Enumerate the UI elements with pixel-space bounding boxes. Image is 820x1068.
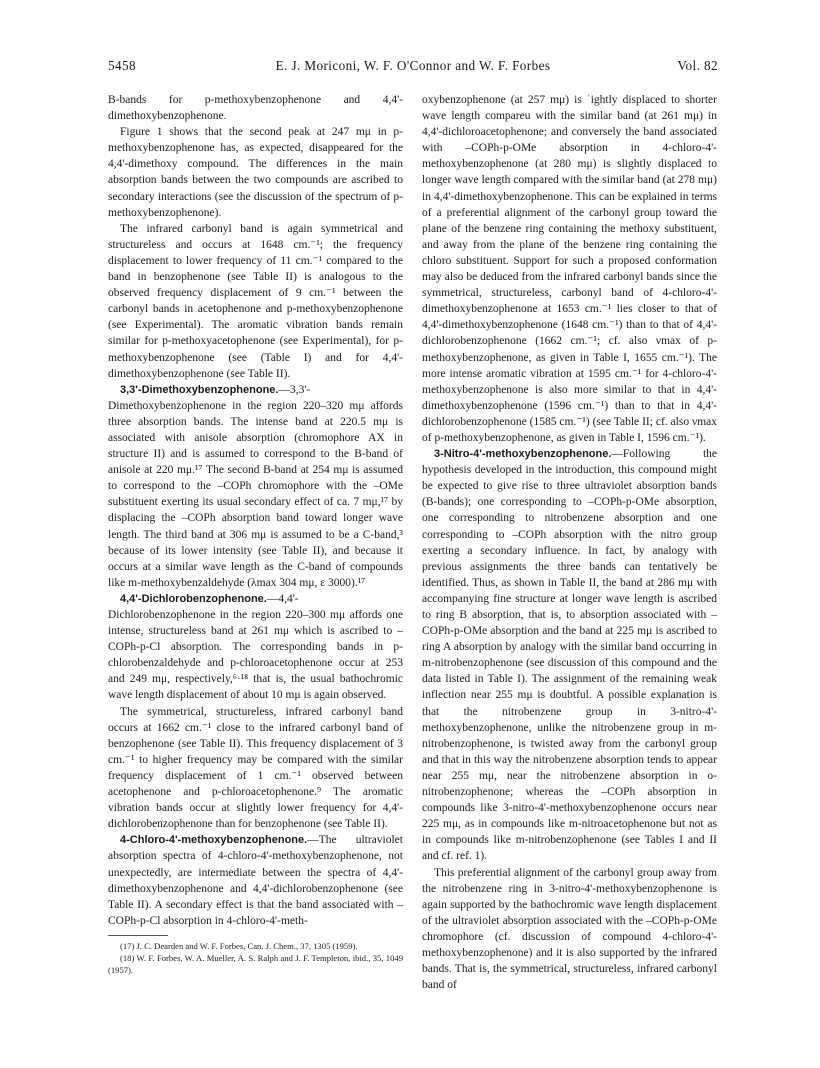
section-paragraph [108,591,403,704]
right-column [422,92,717,993]
running-header [108,58,718,74]
paragraph: This preferential alignment of the carbonyl group away from the nitrobenzene ring in 3-nitro-4'-methoxybenzophenone is again supported by the bathochromic wave length displacement of the ultraviolet absorption associated with the –COPh-p-OMe chromophore (cf. discussion of compound 4-chloro-4'-methoxybenzophenone) and it is also supported by the infrared bands. That is, the symmetrical, structureless, infrared carbonyl band of [422,866,717,992]
section-text: —3,3'-Dimethoxybenzophenone in the region 220–320 mμ affords three absorption bands. The intense band at 220.5 mμ is associated with anisole absorption (chromophore AX in structure II) and is assumed to correspond to the B-band of anisole at 220 mμ.¹⁷ The second B-band at 254 mμ is assumed to correspond to the –COPh chromophore with the –OMe substituent exerting its usual secondary effect of ca. 7 mμ,¹⁷ by displacing the –COPh absorption band toward longer wave length. The third band at 306 mμ is assumed to be a C-band,³ because of its lower intensity (see Table II), and because it occurs at a similar wave length as the C-band of compounds like m-methoxybenzaldehyde (λmax 304 mμ, ε 3000).¹⁷ [108,383,403,589]
footnote: (18) W. F. Forbes, W. A. Mueller, A. S. Ralph and J. F. Templeton, ibid., 35, 1049 (1957). [108,952,403,975]
section-text: —4,4'-Dichlorobenzophenone in the region 220–300 mμ affords one intense, structureless band at 261 mμ which is ascribed to –COPh-p-Cl absorption. The corresponding bands in p-chlorobenzaldehyde and p-chloroacetophenone occur at 253 and 249 mμ, respectively,⁶·¹⁸ that is, the usual bathochromic wave length displacement of about 10 mμ is again observed. [108,592,403,702]
paragraph: The infrared carbonyl band is again symmetrical and structureless and occurs at 1648 cm.⁻¹; the frequency displacement to lower frequency of 11 cm.⁻¹ compared to the band in benzophenone (see Table II) is analogous to the observed frequency displacement of 9 cm.⁻¹ between the carbonyl bands in acetophenone and p-methoxybenzophenone (see Experimental). The aromatic vibration bands remain similar for p-methoxyacetophenone (see Experimental), for p-methoxybenzophenone (see (Table I) and for 4,4'-dimethoxybenzophenone (see Table II). [108,222,403,380]
section-heading: 4,4'-Dichlorobenzophenone. [120,592,267,605]
page-number: 5458 [108,58,136,73]
running-authors: E. J. Moriconi, W. F. O'Connor and W. F. Forbes [275,58,551,73]
section-text: —The ultraviolet absorption spectra of 4-chloro-4'-methoxybenzophenone, not unexpectedly, are intermediate between the spectra of 4,4'-dimethoxybenzophenone and 4,4'-dichlorobenzophenone (see Table II). A secondary effect is that the band associated with –COPh-p-Cl absorption in 4-chloro-4'-meth- [108,834,403,927]
footnote-rule [108,935,168,936]
section-heading: 3-Nitro-4'-methoxybenzophenone. [434,448,612,461]
section-paragraph [422,446,717,864]
paragraph: Figure 1 shows that the second peak at 247 mμ in p-methoxybenzophenone has, as expected, disappeared for the 4,4'-dimethoxy compound. The differences in the main absorption bands between the two compounds are ascribed to secondary interactions (see the discussion of the spectrum of p-methoxybenzophenone). [108,126,403,219]
section-heading: 4-Chloro-4'-methoxybenzophenone. [120,834,308,847]
footnote: (17) J. C. Dearden and W. F. Forbes, Can. J. Chem., 37, 1305 (1959). [120,940,358,951]
volume-label: Vol. 82 [677,58,718,73]
paragraph: The symmetrical, structureless, infrared carbonyl band occurs at 1662 cm.⁻¹ close to the infrared carbonyl band of benzophenone (see Table II). This frequency displacement of 3 cm.⁻¹ to higher frequency may be compared with the similar frequency displacement of 1 cm.⁻¹ observed between acetophenone and p-chloroacetophenone.⁹ The aromatic vibration bands occur at slightly lower frequency for 4,4'-dichlorobenzophenone than for benzophenone (see Table II). [108,705,403,831]
section-paragraph [108,832,403,929]
section-paragraph [108,382,403,591]
paragraph: oxybenzophenone (at 257 mμ) is ˈightly displaced to shorter wave length compareu with the similar band (at 261 mμ) in 4,4'-dichloroacetophenone; and conversely the band associated with –COPh-p-OMe absorption in 4-chloro-4'-methoxybenzophenone (at 280 mμ) is slightly displaced to longer wave length compared with the similar band (at 278 mμ) in 4,4'-dimethoxybenzophenone. This can be explained in terms of a preferential alignment of the carbonyl group toward the plane of the benzene ring containing the methoxy substituent, and away from the plane of the benzene ring containing the chloro substituent. Support for such a proposed conformation may also be deduced from the infrared carbonyl bands since the symmetrical, structureless, carbonyl band of 4-chloro-4'-dimethoxybenzophenone at 1653 cm.⁻¹ lies closer to that of 4,4'-dimethoxybenzophenone (1648 cm.⁻¹) than to that of 4,4'-dichlorobenzophenone (1662 cm.⁻¹; cf. also νmax of p-methoxybenzophenone, as given in Table I, 1655 cm.⁻¹). The more intense aromatic vibration at 1595 cm.⁻¹ for 4-chloro-4'-methoxybenzophenone is also more similar to that in 4,4'-dimethoxybenzophenone (1596 cm.⁻¹) than to that in 4,4'-dichlorobenzophenone (1585 cm.⁻¹) (see Table II; cf. also νmax of p-methoxybenzophenone, as given in Table I, 1596 cm.⁻¹). [422,94,717,444]
section-text: —Following the hypothesis developed in the introduction, this compound might be expected to give rise to three ultraviolet absorption bands (B-bands); one corresponding to –COPh-p-OMe absorption, one corresponding to nitrobenzene absorption and one corresponding to –COPh absorption with the nitro group exerting a secondary influence. In fact, by analogy with previous assignments the three bands can tentatively be identified. Thus, as shown in Table II, the band at 286 mμ with accompanying fine structure at longer wave length is ascribed to ring B absorption, that is, to absorption associated with –COPh-p-OMe absorption and the band at 225 mμ is ascribed to ring A absorption by analogy with the similar band occurring in m-nitrobenzophenone (see discussion of this compound and the data listed in Table I). The assignment of the remaining weak inflection near 255 mμ is doubtful. A possible explanation is that the nitrobenzene group in 3-nitro-4'-methoxybenzophenone, unlike the nitrobenzene group in m-nitrobenzophenone, is twisted away from the carbonyl group and that in this way the nitrobenzene absorption tends to appear near 255 mμ, near the nitrobenzene absorption in o-nitrobenzophenone; whereas the –COPh absorption in compounds like 3-nitro-4'-methoxybenzophenone occurs near 225 mμ, as in compounds like m-nitroacetophenone but not as in compounds like m-nitrobenzophenone (see Tables I and II and cf. ref. 1). [422,448,717,863]
paragraph: B-bands for p-methoxybenzophenone and 4,4'-dimethoxybenzophenone. [108,94,403,123]
left-column [108,92,403,976]
section-heading: 3,3'-Dimethoxybenzophenone. [120,383,279,396]
